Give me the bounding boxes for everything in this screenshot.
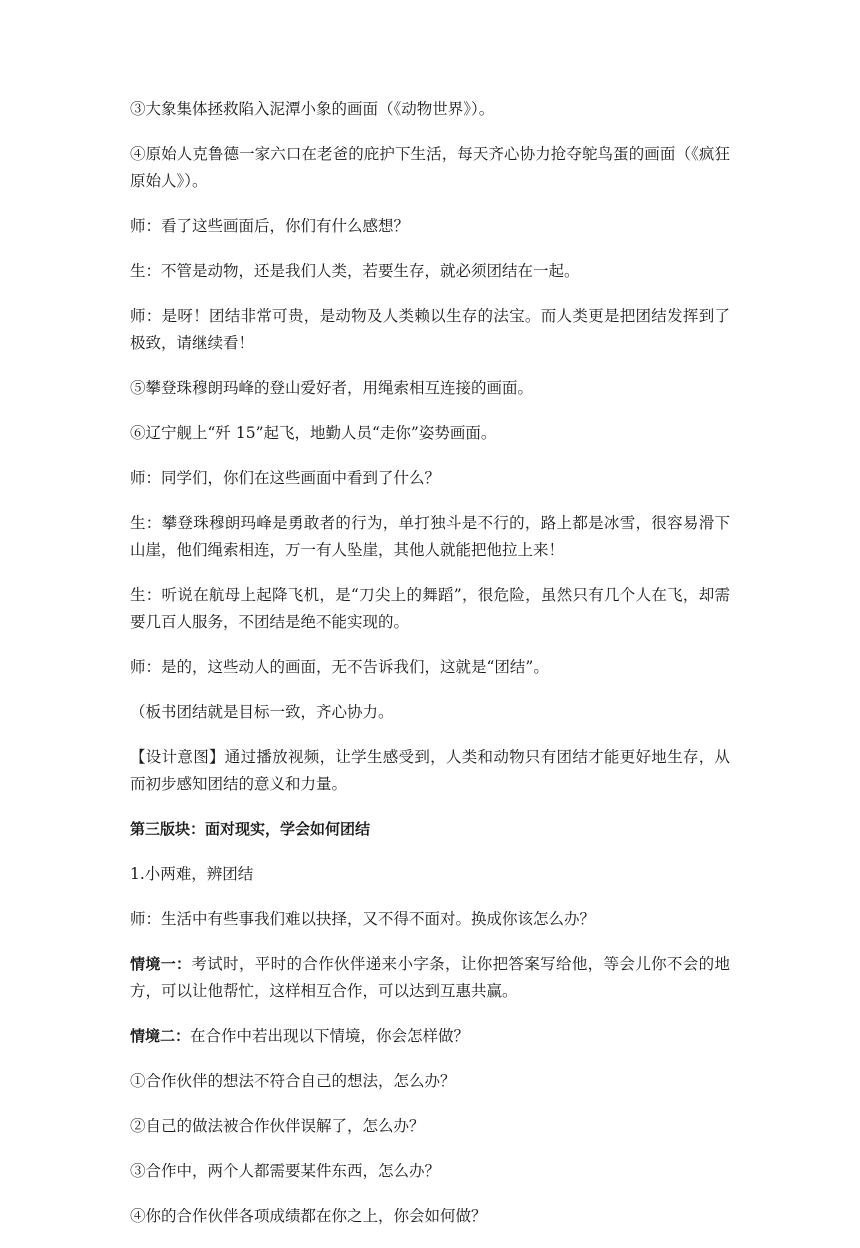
paragraph-scene-4: ④原始人克鲁德一家六口在老爸的庇护下生活，每天齐心协力抢夺鸵鸟蛋的画面（《疯狂原始人》）。	[130, 145, 730, 190]
question-3: ③合作中，两个人都需要某件东西，怎么办？	[130, 1162, 441, 1180]
scenario-1	[130, 951, 730, 1005]
document-body	[130, 96, 730, 1248]
scenario-1-text: 考试时，平时的合作伙伴递来小字条，让你把答案写给他，等会儿你不会的地方，可以让他帮忙，这样相互合作，可以达到互惠共赢。	[130, 955, 730, 1000]
paragraph-scene-3: ③大象集体拯救陷入泥潭小象的画面（《动物世界》）。	[130, 100, 495, 118]
paragraph-teacher-conclusion: 师：是的，这些动人的画面，无不告诉我们，这就是“团结”。	[130, 658, 549, 676]
paragraph-blackboard-note: （板书团结就是目标一致，齐心协力。	[130, 703, 394, 721]
question-1: ①合作伙伴的想法不符合自己的想法，怎么办？	[130, 1072, 456, 1090]
paragraph-teacher-question-1: 师：看了这些画面后，你们有什么感想？	[130, 217, 410, 235]
question-2: ②自己的做法被合作伙伴误解了，怎么办？	[130, 1117, 425, 1135]
paragraph-design-intent: 【设计意图】通过播放视频，让学生感受到，人类和动物只有团结才能更好地生存，从而初步感知团结的意义和力量。	[130, 748, 730, 793]
question-4: ④你的合作伙伴各项成绩都在你之上，你会如何做？	[130, 1207, 487, 1225]
section-heading: 第三版块：面对现实，学会如何团结	[130, 820, 371, 838]
paragraph-scene-6: ⑥辽宁舰上“歼 15”起飞，地勤人员“走你”姿势画面。	[130, 424, 497, 442]
scenario-2-label: 情境二：	[130, 1027, 191, 1045]
paragraph-student-answer-1: 生：不管是动物，还是我们人类，若要生存，就必须团结在一起。	[130, 262, 580, 280]
paragraph-student-answer-3: 生：听说在航母上起降飞机，是“刀尖上的舞蹈”，很危险，虽然只有几个人在飞，却需要几百人服务，不团结是绝不能实现的。	[130, 586, 730, 631]
paragraph-scene-5: ⑤攀登珠穆朗玛峰的登山爱好者，用绳索相互连接的画面。	[130, 379, 534, 397]
paragraph-teacher-prompt: 师：生活中有些事我们难以抉择，又不得不面对。换成你该怎么办？	[130, 910, 596, 928]
paragraph-student-answer-2: 生：攀登珠穆朗玛峰是勇敢者的行为，单打独斗是不行的，路上都是冰雪，很容易滑下山崖，他们绳索相连，万一有人坠崖，其他人就能把他拉上来！	[130, 514, 730, 559]
subheading: 1.小两难，辨团结	[130, 865, 254, 883]
scenario-2	[130, 1023, 730, 1050]
paragraph-teacher-response-1: 师：是呀！团结非常可贵，是动物及人类赖以生存的法宝。而人类更是把团结发挥到了极致，请继续看！	[130, 307, 730, 352]
paragraph-teacher-question-2: 师：同学们，你们在这些画面中看到了什么？	[130, 469, 441, 487]
scenario-1-label: 情境一：	[130, 955, 192, 973]
scenario-2-text: 在合作中若出现以下情境，你会怎样做？	[190, 1027, 470, 1045]
